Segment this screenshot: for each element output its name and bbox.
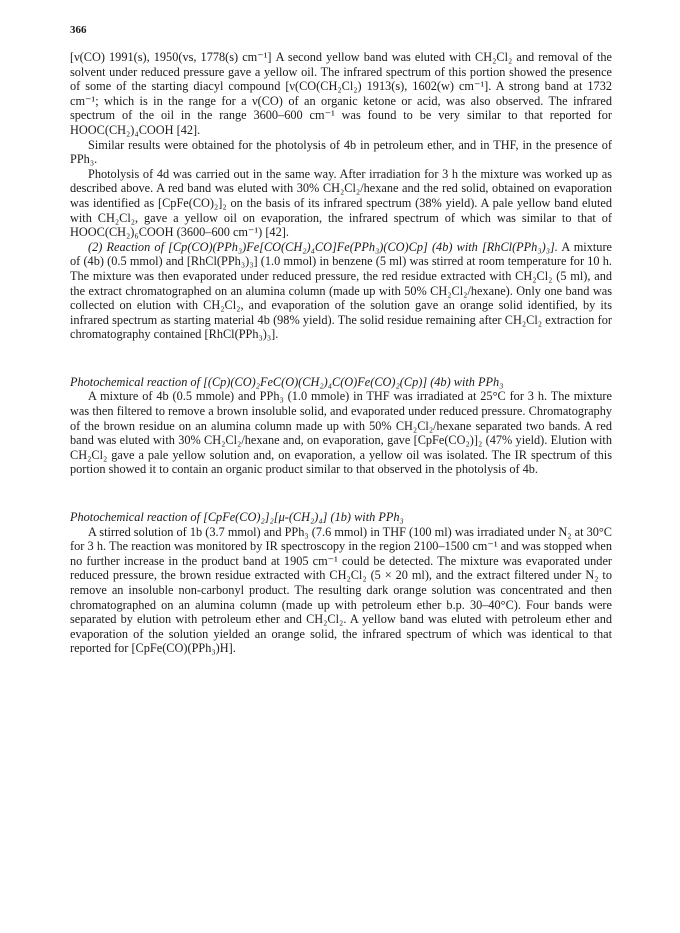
reaction-subheading: (2) Reaction of [Cp(CO)(PPh₃)Fe[CO(CH₂)₄CO]Fe(PPh₃)(CO)Cp] (4b) with [RhCl(PPh₃)₃]. (88, 239, 558, 254)
section-title-1b-pph3: Photochemical reaction of [CpFe(CO)₂]₂[μ-(CH₂)₄] (1b) with PPh₃ (70, 510, 404, 525)
paragraph-4 (70, 240, 612, 342)
paragraph-2: Similar results were obtained for the photolysis of 4b in petroleum ether, and in THF, in the presence of PPh₃. (70, 137, 612, 167)
section-gap (70, 342, 612, 356)
section-title-4b-pph3: Photochemical reaction of [(Cp)(CO)₂FeC(O)(CH₂)₄C(O)Fe(CO)₂(Cp)] (4b) with PPh₃ (70, 374, 504, 389)
page-body (70, 50, 612, 656)
page-number: 366 (70, 24, 87, 36)
paragraph-1: [ν(CO) 1991(s), 1950(vs, 1778(s) cm⁻¹] A second yellow band was eluted with CH₂Cl₂ and removal of the solvent under reduced pressure gave a yellow oil. The infrared spectrum of this portion showed the presence of some of the starting diacyl compound [ν(CO(CH₂Cl₂) 1913(s), 1602(w) cm⁻¹]. A strong band at 1732 cm⁻¹; which is in the range for a ν(CO) of an organic ketone or acid, was also observed. The infrared spectrum of the oil in the range 3600–600 cm⁻¹ was found to be very similar to that reported for HOOC(CH₂)₄COOH [42]. (70, 50, 612, 137)
paragraph-5: A mixture of 4b (0.5 mmole) and PPh₃ (1.0 mmole) in THF was irradiated at 25°C for 3 h. The mixture was then filtered to remove a brown insoluble solid, and evaporated under reduced pressure. Chromatography of the brown residue on an alumina column made up with 50% CH₂Cl₂/hexane separated two bands. A red band was eluted with 30% CH₂Cl₂/hexane and, on evaporation, gave [CpFe(CO₂)]₂ (47% yield). Elution with CH₂Cl₂ gave a pale yellow solution and, on evaporation, a yellow oil was isolated. The IR spectrum of this portion showed it to contain an organic product similar to that observed in the photolysis of 4b. (70, 389, 612, 477)
paragraph-3: Photolysis of 4d was carried out in the same way. After irradiation for 3 h the mixture was worked up as described above. A red band was eluted with 30% CH₂Cl₂/hexane and the red solid, obtained on evaporation was identified as [CpFe(CO)₂]₂ on the basis of its infrared spectrum (38% yield). A pale yellow band eluted with CH₂Cl₂, gave a yellow oil on evaporation, the infrared spectrum of which was similar to that of HOOC(CH₂)₆COOH (3600–600 cm⁻¹) [42]. (70, 166, 612, 240)
paragraph-4-body: A mixture of (4b) (0.5 mmol) and [RhCl(PPh₃)₃] (1.0 mmol) in benzene (5 ml) was stirred at room temperature for 10 h. The mixture was then evaporated under reduced pressure, the red residue extracted with CH₂Cl₂ (5 ml), and the extract chromatographed on an alumina column (made up with 50% CH₂Cl₂/hexane). Only one band was collected on elution with CH₂Cl₂, and evaporation of the solution gave an orange solid identified, by its infrared spectrum as starting material 4b (98% yield). The solid residue remaining after CH₂Cl₂ extraction for chromatography contained [RhCl(PPh₃)₃]. (70, 239, 612, 342)
section-gap (70, 477, 612, 491)
paragraph-6: A stirred solution of 1b (3.7 mmol) and PPh₃ (7.6 mmol) in THF (100 ml) was irradiated under N₂ at 30°C for 3 h. The reaction was monitored by IR spectroscopy in the region 2100–1500 cm⁻¹ and was stopped when no further increase in the product band at 1905 cm⁻¹ could be detected. The mixture was evaporated under reduced pressure, the brown residue extracted with CH₂Cl₂ (5 × 20 ml), and the extract filtered under N₂ to remove an insoluble non-carbonyl product. The resulting dark orange solution was concentrated and then chromatographed on an alumina column (made up with petroleum ether b.p. 30–40°C). Four bands were separated by elution with petroleum ether and CH₂Cl₂. A yellow band was eluted with petroleum ether and evaporation of the solution yielded an orange solid, the infrared spectrum of which was identical to that reported for [CpFe(CO)(PPh₃)H]. (70, 524, 612, 656)
